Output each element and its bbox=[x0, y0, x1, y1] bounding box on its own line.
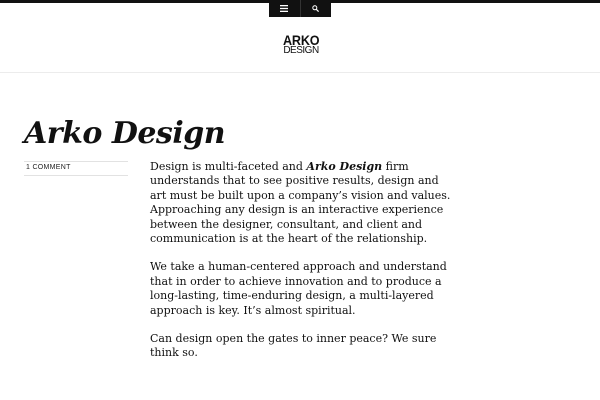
search-toggle-button[interactable] bbox=[300, 0, 332, 17]
paragraph-3: Can design open the gates to inner peace? We sure think so. bbox=[150, 332, 437, 360]
company-name-emphasis: Arko Design bbox=[306, 160, 383, 173]
header-divider bbox=[0, 72, 600, 73]
menu-toggle-button[interactable] bbox=[269, 0, 300, 17]
logo-wordmark-bottom: DESIGN bbox=[283, 45, 319, 56]
post-title: Arko Design bbox=[24, 116, 225, 151]
paragraph-1-rest: firm understands that to see positive results, design and art must be built upon a company’s vision and values. Approaching any design is an interactive experience between the designer, consultant, and client and communication is at the heart of the relationship. bbox=[150, 160, 451, 246]
post-content bbox=[150, 160, 455, 375]
paragraph-2: We take a human-centered approach and understand that in order to achieve innovation and to produce a long-lasting, time-enduring design, a multi-layered approach is key. It’s almost spiritual. bbox=[150, 260, 447, 317]
paragraph-1-start: Design is multi-faceted and bbox=[150, 160, 307, 173]
logo-wordmark-top: ARKO bbox=[283, 32, 320, 48]
site-logo[interactable] bbox=[281, 33, 321, 59]
search-icon bbox=[312, 5, 319, 12]
menu-icon bbox=[280, 5, 288, 12]
paragraph-1 bbox=[150, 160, 455, 246]
header-toolbar bbox=[269, 0, 331, 17]
comments-link[interactable]: 1 COMMENT bbox=[24, 161, 128, 176]
